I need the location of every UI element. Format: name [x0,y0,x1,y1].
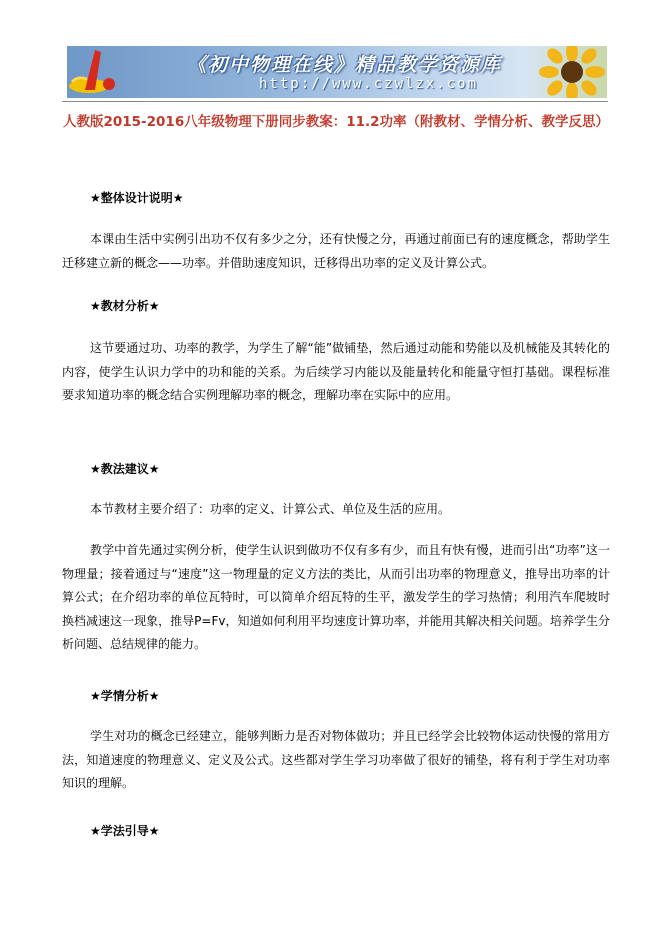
header-rule [62,101,608,102]
site-logo-icon [67,46,137,98]
sunflower-icon [537,46,607,98]
paragraph-teaching-2: 教学中首先通过实例分析，使学生认识到做功不仅有多有少，而且有快有慢，进而引出“功率”这一物理量；接着通过与“速度”这一物理量的定义方法的类比，从而引出功率的物理意义，推导出功率的计算公式；在介绍功率的单位瓦特时，可以简单介绍瓦特的生平，激发学生的学习热情；利用汽车爬坡时换档减速这一现象，推导P=Fv，知道如何利用平均速度计算功率，并能用其解决相关问题。培养学生分析问题、总结规律的能力。 [62,543,610,651]
paragraph-design: 本课由生活中实例引出功不仅有多少之分，还有快慢之分，再通过前面已有的速度概念，帮助学生迁移建立新的概念——功率。并借助速度知识，迁移得出功率的定义及计算公式。 [62,232,610,270]
paragraph-textbook: 这节要通过功、功率的教学，为学生了解“能”做铺垫，然后通过动能和势能以及机械能及其转化的内容，使学生认识力学中的功和能的关系。为后续学习内能以及能量转化和能量守恒打基础。课程标准要求知道功率的概念结合实例理解功率的概念，理解功率在实际中的应用。 [62,341,610,402]
banner-url[interactable]: http://www.czwlzx.com [259,76,479,92]
section-heading-design: ★整体设计说明★ [90,191,184,205]
section-heading-learning: ★学法引导★ [90,824,160,838]
section-heading-students: ★学情分析★ [90,689,160,703]
paragraph-students: 学生对功的概念已经建立，能够判断力是否对物体做功；并且已经学会比较物体运动快慢的常用方法，知道速度的物理意义、定义及公式。这些都对学生学习功率做了很好的铺垫，将有利于学生对功率知识的理解。 [62,729,610,790]
paragraph-teaching-1: 本节教材主要介绍了：功率的定义、计算公式、单位及生活的应用。 [90,502,451,516]
document-title: 人教版2015-2016八年级物理下册同步教案：11.2功率（附教材、学情分析、教学反思） [62,114,610,130]
section-heading-textbook: ★教材分析★ [90,299,160,313]
site-banner [67,46,607,98]
banner-title: 《初中物理在线》精品教学资源库 [187,54,503,76]
section-heading-teaching: ★教法建议★ [90,462,160,476]
